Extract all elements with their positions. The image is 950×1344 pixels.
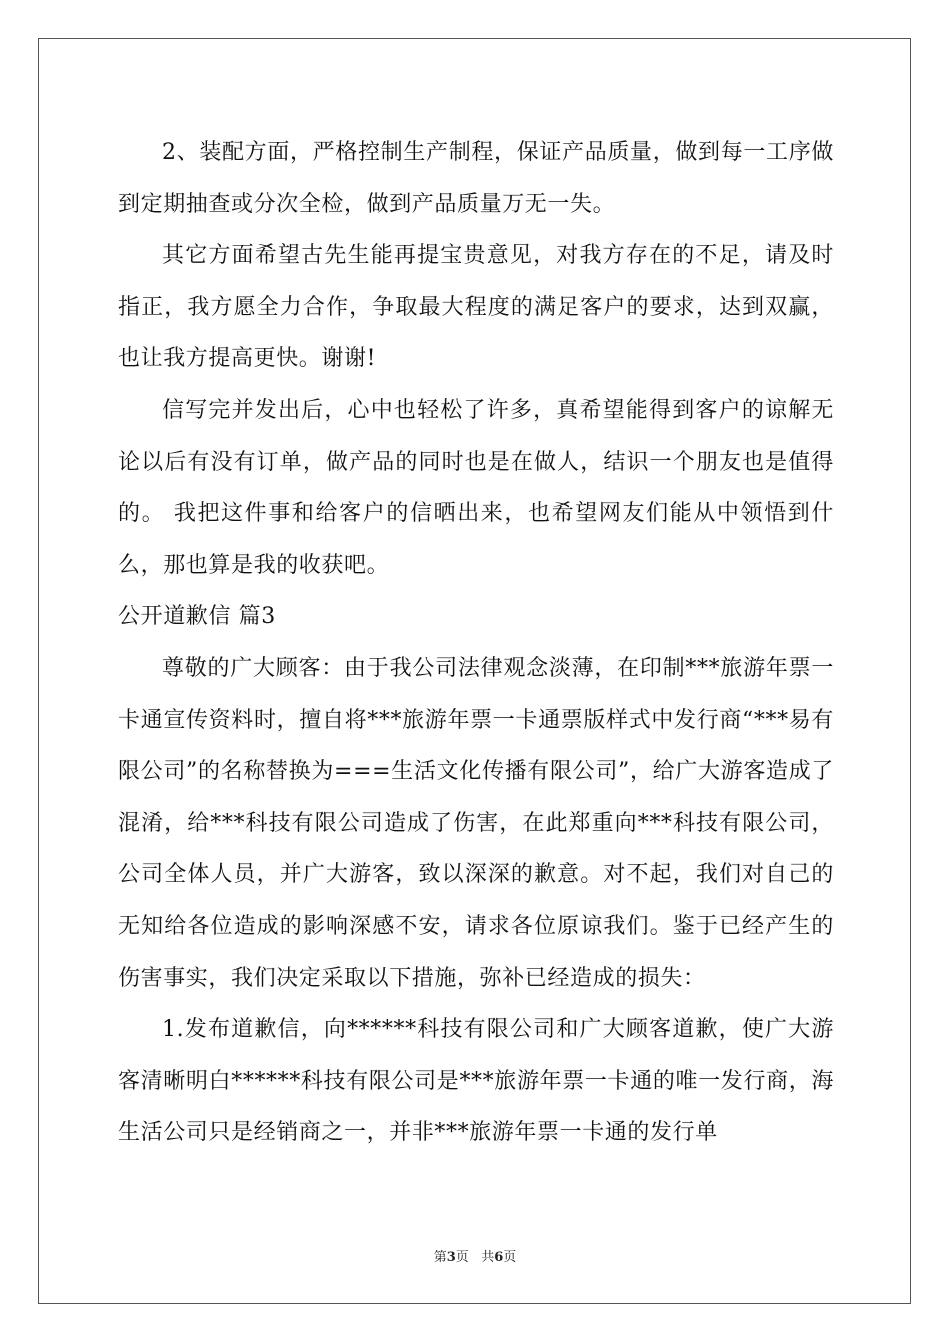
section-heading: 公开道歉信 篇3 bbox=[118, 604, 276, 630]
page-footer bbox=[0, 1246, 950, 1265]
total-pages: 6 bbox=[494, 1250, 504, 1265]
paragraph-suggestions: 其它方面希望古先生能再提宝贵意见，对我方存在的不足，请及时指正，我方愿全力合作，争取最大程度的满足客户的要求，达到双赢，也让我方提高更快。谢谢! bbox=[118, 243, 834, 372]
paragraph-measure-1: 1.发布道歉信，向******科技有限公司和广大顾客道歉，使广大游客清晰明白******科技有限公司是***旅游年票一卡通的唯一发行商，海生活公司只是经销商之一，并非***旅游年票一卡通的发行单 bbox=[118, 1017, 834, 1146]
total-suffix: 页 bbox=[503, 1250, 517, 1265]
paragraph-apology: 尊敬的广大顾客：由于我公司法律观念淡薄，在印制***旅游年票一卡通宣传资料时，擅自将***旅游年票一卡通票版样式中发行商“***易有限公司”的名称替换为===生活文化传播有限公司”，给广大游客造成了混淆，给***科技有限公司造成了伤害，在此郑重向***科技有限公司，公司全体人员，并广大游客，致以深深的歉意。对不起，我们对自己的无知给各位造成的影响深感不安，请求各位原谅我们。鉴于已经产生的伤害事实，我们决定采取以下措施，弥补已经造成的损失： bbox=[118, 655, 834, 991]
paragraph-reflection: 信写完并发出后，心中也轻松了许多，真希望能得到客户的谅解无论以后有没有订单，做产品的同时也是在做人，结识一个朋友也是值得的。 我把这件事和给客户的信晒出来，也希望网友们能从中领悟到什么，那也算是我的收获吧。 bbox=[118, 397, 834, 578]
document-body bbox=[118, 127, 834, 1159]
page-number: 3 bbox=[446, 1250, 456, 1265]
total-prefix: 共 bbox=[481, 1250, 495, 1265]
paragraph-assembly: 2、装配方面，严格控制生产制程，保证产品质量，做到每一工序做到定期抽查或分次全检，做到产品质量万无一失。 bbox=[118, 140, 834, 217]
page-suffix: 页 bbox=[455, 1250, 469, 1265]
page-prefix: 第 bbox=[433, 1250, 447, 1265]
